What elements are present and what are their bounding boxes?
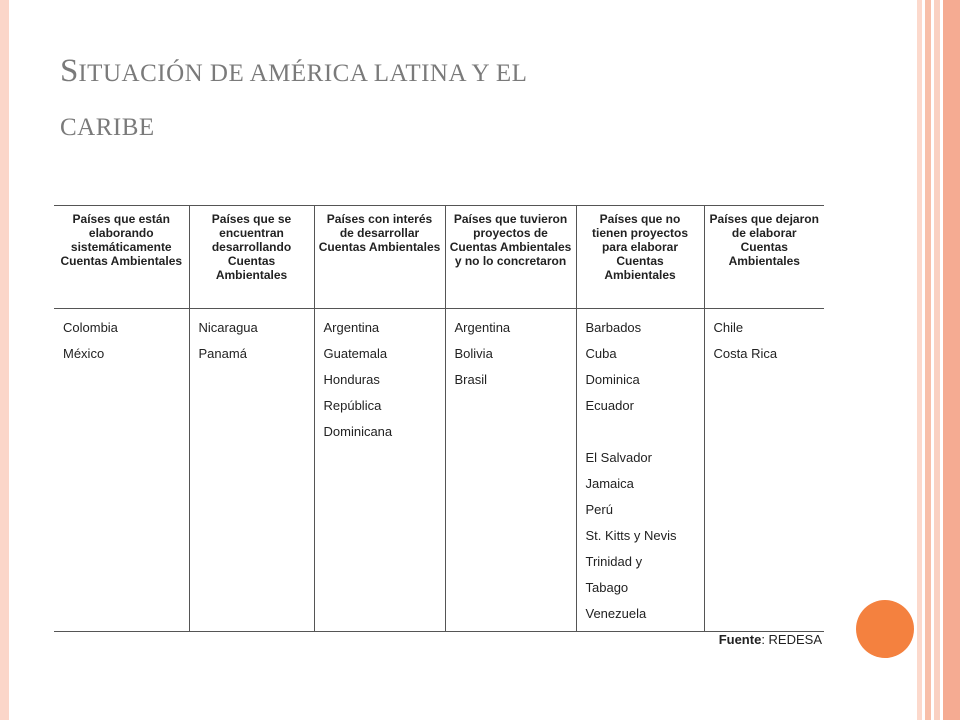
- country-item: Chile: [713, 320, 744, 335]
- table-cell: [54, 309, 189, 632]
- right-stripe-decoration: [917, 0, 922, 720]
- slide-title-line-2: [60, 99, 880, 153]
- country-item: Dominica: [585, 372, 640, 387]
- country-item: México: [63, 346, 105, 361]
- column-header: Países que están elaborando sistemáticamente Cuentas Ambientales: [54, 206, 189, 309]
- country-item: Barbados: [585, 320, 642, 335]
- column-header: Países que no tienen proyectos para elaborar Cuentas Ambientales: [576, 206, 704, 309]
- country-item: Bolivia: [454, 346, 493, 361]
- table-cell: [314, 309, 445, 632]
- country-item: Argentina: [323, 320, 380, 335]
- country-item: St. Kitts y Nevis: [585, 528, 677, 543]
- country-item: Jamaica: [585, 476, 634, 491]
- slide-title: [60, 45, 880, 153]
- slide-title-line-1: [60, 45, 880, 99]
- country-item: Honduras: [323, 372, 380, 387]
- country-item: Brasil: [454, 372, 488, 387]
- country-item: El Salvador: [585, 450, 652, 465]
- title-text: ITUACIÓN DE AMÉRICA LATINA Y EL: [78, 60, 528, 87]
- orange-circle-decoration: [856, 600, 914, 658]
- column-header: Países que dejaron de elaborar Cuentas Ambientales: [704, 206, 824, 309]
- right-stripe-decoration: [943, 0, 960, 720]
- countries-table: [54, 205, 824, 632]
- country-item: Costa Rica: [713, 346, 778, 361]
- country-item: Ecuador: [585, 398, 634, 413]
- column-header: Países que tuvieron proyectos de Cuentas Ambientales y no lo concretaron: [445, 206, 576, 309]
- title-text: CARIBE: [60, 114, 155, 141]
- table-cell: [704, 309, 824, 632]
- table-row: [54, 309, 824, 632]
- table-cell: [189, 309, 314, 632]
- country-item: Cuba: [585, 346, 617, 361]
- column-header: Países con interés de desarrollar Cuentas Ambientales: [314, 206, 445, 309]
- table-header-row: [54, 206, 824, 309]
- source-value: : REDESA: [761, 632, 822, 647]
- title-initial: S: [60, 53, 79, 89]
- table-cell: [576, 309, 704, 632]
- source-note: [700, 632, 822, 647]
- source-label: Fuente: [718, 632, 762, 647]
- country-item: Colombia: [63, 320, 118, 335]
- country-item: Guatemala: [323, 346, 388, 361]
- country-item: Nicaragua: [198, 320, 258, 335]
- country-item: Panamá: [198, 346, 247, 361]
- country-item: Trinidad y: [585, 554, 643, 569]
- left-border-decoration: [0, 0, 9, 720]
- country-item: Dominicana: [323, 424, 393, 439]
- country-item: República: [323, 398, 382, 413]
- country-item: Venezuela: [585, 606, 647, 621]
- country-item: Tabago: [585, 580, 629, 595]
- table-cell: [445, 309, 576, 632]
- country-item: Argentina: [454, 320, 511, 335]
- right-stripe-decoration: [934, 0, 940, 720]
- column-header: Países que se encuentran desarrollando Cuentas Ambientales: [189, 206, 314, 309]
- country-item: Perú: [585, 502, 613, 517]
- right-stripe-decoration: [925, 0, 931, 720]
